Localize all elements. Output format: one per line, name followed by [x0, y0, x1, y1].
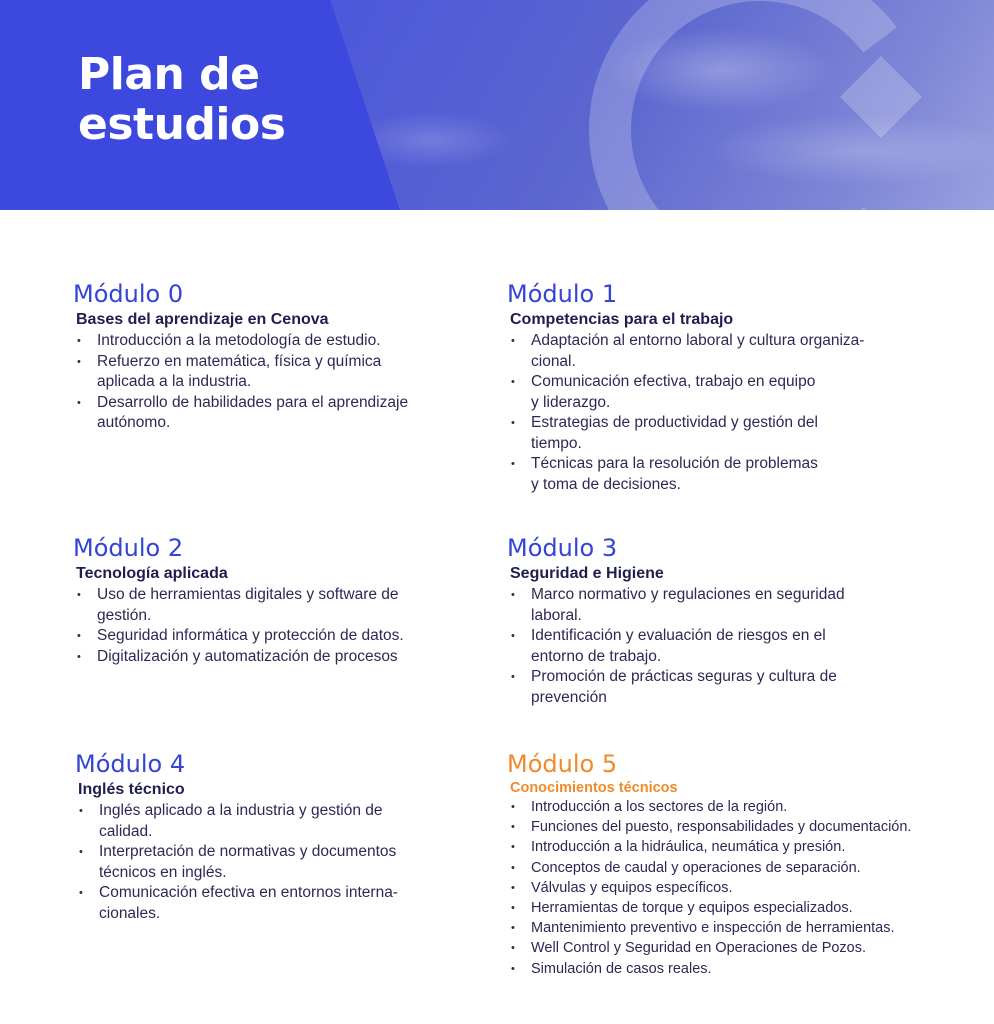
- topic-item: • Válvulas y equipos específicos.: [507, 878, 987, 898]
- topic-item: • Inglés aplicado a la industria y gestión de calidad.: [75, 801, 475, 842]
- module-title: Módulo 5: [507, 750, 618, 778]
- topic-item: • Marco normativo y regulaciones en seguridad laboral.: [507, 585, 937, 626]
- module-subtitle: Competencias para el trabajo: [510, 311, 734, 328]
- module-subtitle: Seguridad e Higiene: [510, 565, 664, 582]
- topic-item: • Adaptación al entorno laboral y cultura organiza- cional.: [507, 331, 937, 372]
- module-title: Módulo 2: [73, 534, 184, 562]
- topic-list: [73, 331, 473, 434]
- topic-item: • Digitalización y automatización de procesos: [73, 647, 473, 668]
- topic-item: • Identificación y evaluación de riesgos en el entorno de trabajo.: [507, 626, 937, 667]
- topic-list: [507, 585, 937, 708]
- module-title: Módulo 4: [75, 750, 186, 778]
- topic-item: • Técnicas para la resolución de problemas y toma de decisiones.: [507, 454, 937, 495]
- logo-diamond: [840, 56, 922, 138]
- topic-item: • Herramientas de torque y equipos especializados.: [507, 898, 987, 918]
- topic-item: • Mantenimiento preventivo e inspección de herramientas.: [507, 918, 987, 938]
- topic-item: • Comunicación efectiva, trabajo en equipo y liderazgo.: [507, 372, 937, 413]
- module-4: [75, 749, 475, 924]
- module-title: Módulo 1: [507, 280, 618, 308]
- module-title: Módulo 3: [507, 534, 618, 562]
- header-banner: [0, 0, 994, 210]
- topic-item: • Promoción de prácticas seguras y cultura de prevención: [507, 667, 937, 708]
- topic-item: • Introducción a la metodología de estudio.: [73, 331, 473, 352]
- topic-list: [507, 797, 987, 979]
- topic-item: • Introducción a los sectores de la región.: [507, 797, 987, 817]
- topic-list: [507, 331, 937, 495]
- topic-item: • Comunicación efectiva en entornos interna- cionales.: [75, 883, 475, 924]
- module-3: [507, 533, 937, 708]
- module-5: [507, 749, 987, 979]
- module-1: [507, 279, 937, 495]
- topic-item: • Funciones del puesto, responsabilidades y documentación.: [507, 817, 987, 837]
- page-title: Plan de estudios: [78, 49, 286, 150]
- topic-list: [73, 585, 473, 667]
- topic-item: • Introducción a la hidráulica, neumática y presión.: [507, 837, 987, 857]
- module-2: [73, 533, 473, 667]
- module-0: [73, 279, 473, 434]
- topic-item: • Refuerzo en matemática, física y química aplicada a la industria.: [73, 352, 473, 393]
- topic-item: • Seguridad informática y protección de datos.: [73, 626, 473, 647]
- topic-item: • Well Control y Seguridad en Operaciones de Pozos.: [507, 938, 987, 958]
- topic-list: [75, 801, 475, 924]
- topic-item: • Uso de herramientas digitales y software de gestión.: [73, 585, 473, 626]
- topic-item: • Conceptos de caudal y operaciones de separación.: [507, 858, 987, 878]
- module-title: Módulo 0: [73, 280, 184, 308]
- topic-item: • Estrategias de productividad y gestión del tiempo.: [507, 413, 937, 454]
- module-subtitle: Tecnología aplicada: [76, 565, 228, 582]
- module-subtitle: Inglés técnico: [78, 781, 185, 798]
- module-subtitle: Conocimientos técnicos: [510, 780, 678, 796]
- brand-logo-mark: [610, 0, 880, 210]
- topic-item: • Interpretación de normativas y documentos técnicos en inglés.: [75, 842, 475, 883]
- topic-item: • Desarrollo de habilidades para el aprendizaje autónomo.: [73, 393, 473, 434]
- module-subtitle: Bases del aprendizaje en Cenova: [76, 311, 329, 328]
- topic-item: • Simulación de casos reales.: [507, 959, 987, 979]
